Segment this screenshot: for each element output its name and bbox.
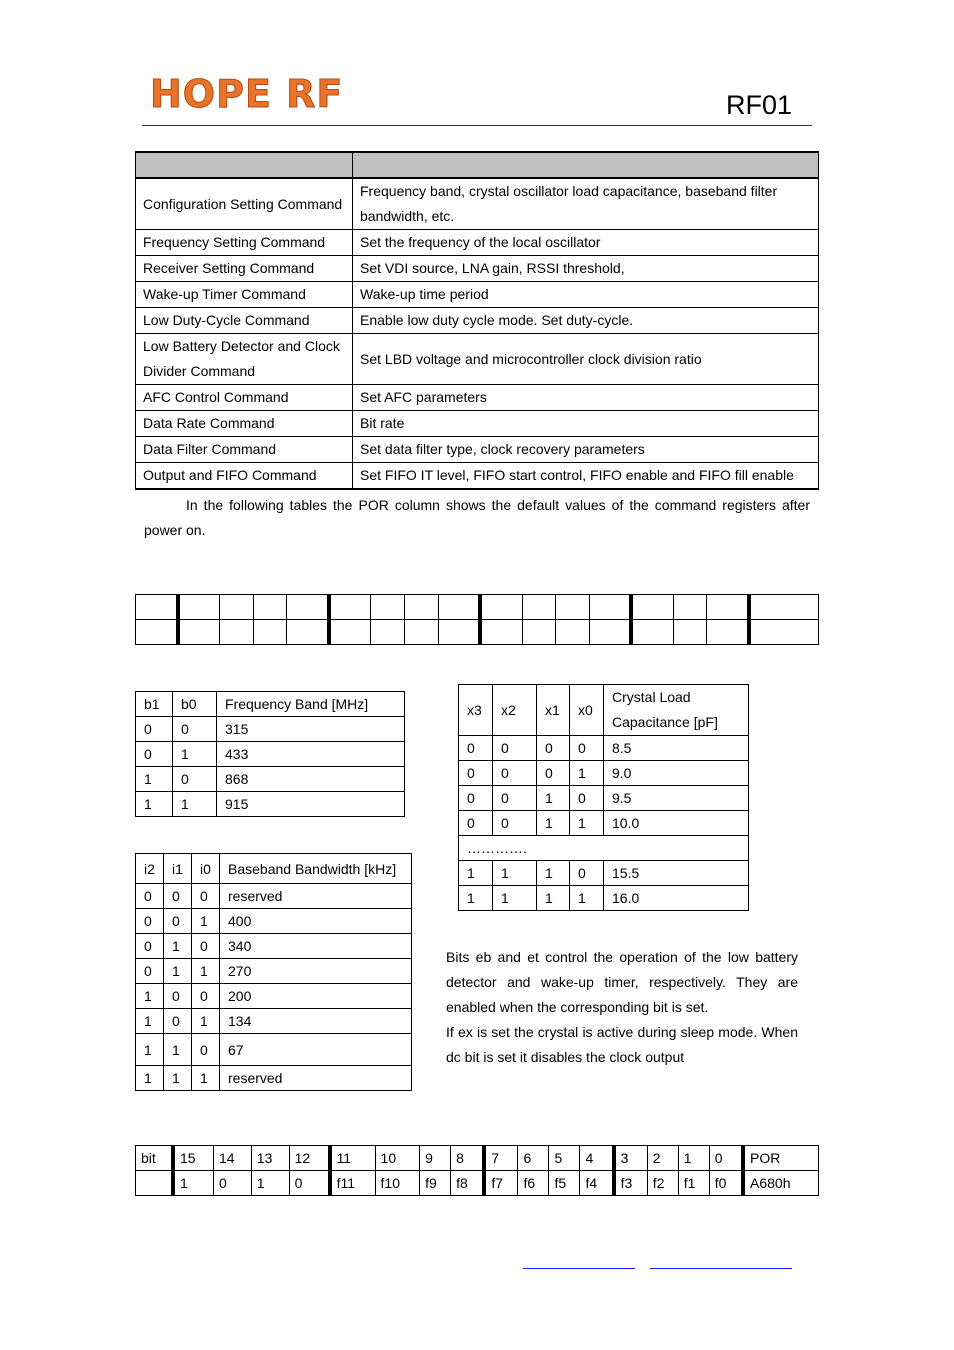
- table-header-row: i2 i1 i0 Baseband Bandwidth [kHz]: [136, 854, 412, 884]
- header-cell: b1: [136, 692, 173, 717]
- bit-cell: [371, 620, 405, 645]
- bit-cell: 0: [709, 1146, 743, 1171]
- command-name: Low Battery Detector and Clock Divider Command: [136, 334, 353, 385]
- table-row: 0 0 0 0 8.5: [459, 736, 749, 761]
- bit-cell: [253, 620, 287, 645]
- bit-cell: f1: [678, 1171, 709, 1196]
- header-cell: Frequency Band [MHz]: [217, 692, 405, 717]
- command-description: Frequency band, crystal oscillator load capacitance, baseband filter bandwidth, etc.: [353, 178, 819, 230]
- bit-cell: 5: [549, 1146, 580, 1171]
- bit-cell: [136, 620, 178, 645]
- paragraph: If ex is set the crystal is active during sleep mode. When dc bit is set it disables the clock output: [446, 1024, 798, 1065]
- bit-cell: 8: [451, 1146, 485, 1171]
- bit-cell: 0: [213, 1171, 251, 1196]
- table-header-row: [136, 152, 819, 178]
- header-rule: [142, 125, 812, 126]
- bit-cell: [329, 595, 371, 620]
- bit-cell: f2: [647, 1171, 678, 1196]
- header-cell: x3: [459, 685, 493, 736]
- bit-cell: [371, 595, 405, 620]
- command-description: Set FIFO IT level, FIFO start control, FIFO enable and FIFO fill enable: [353, 463, 819, 490]
- bit-row: [136, 595, 819, 620]
- command-name: Frequency Setting Command: [136, 230, 353, 256]
- bit-cell: [438, 595, 480, 620]
- table-row: [136, 230, 819, 256]
- bit-cell: [287, 620, 329, 645]
- command-name: Receiver Setting Command: [136, 256, 353, 282]
- bit-cell: [438, 620, 480, 645]
- bit-cell: 11: [330, 1146, 375, 1171]
- bit-cell: [220, 595, 254, 620]
- bit-cell: 0: [289, 1171, 329, 1196]
- bit-cell: 9: [420, 1146, 451, 1171]
- command-description: Set LBD voltage and microcontroller clock division ratio: [353, 334, 819, 385]
- bit-cell: 12: [289, 1146, 329, 1171]
- table-row: 1 1 1 0 15.5: [459, 861, 749, 886]
- command-name: Wake-up Timer Command: [136, 282, 353, 308]
- header-cell: x0: [570, 685, 604, 736]
- table-row: [136, 411, 819, 437]
- por-note: In the following tables the POR column shows the default values of the command registers after power on.: [144, 497, 810, 538]
- command-description: Wake-up time period: [353, 282, 819, 308]
- bit-cell: 4: [580, 1146, 614, 1171]
- bit-cell: [631, 620, 673, 645]
- table-row: 0 0 0 1 9.0: [459, 761, 749, 786]
- table-row: [136, 178, 819, 230]
- bit-cell: [329, 620, 371, 645]
- command-description: Bit rate: [353, 411, 819, 437]
- bit-cell: f11: [330, 1171, 375, 1196]
- footer-link-website[interactable]: [523, 1268, 635, 1269]
- bit-cell: 2: [647, 1146, 678, 1171]
- bit-cell: [631, 595, 673, 620]
- bit-cell: [136, 1171, 174, 1196]
- footer-link-email[interactable]: [650, 1268, 792, 1269]
- bit-cell: POR: [743, 1146, 819, 1171]
- bit-cell: f10: [375, 1171, 420, 1196]
- bit-cell: [136, 595, 178, 620]
- bit-cell: [673, 620, 707, 645]
- command-name: Output and FIFO Command: [136, 463, 353, 490]
- table-row: 1 1 1 1 16.0: [459, 886, 749, 911]
- ellipsis-row: ………….: [459, 836, 749, 861]
- bit-cell: f5: [549, 1171, 580, 1196]
- bit-row: [136, 1171, 819, 1196]
- command-description: Set AFC parameters: [353, 385, 819, 411]
- table-row: 0 0 315: [136, 717, 405, 742]
- bit-cell: [589, 595, 631, 620]
- model-name: RF01: [726, 90, 793, 120]
- table-row: 1 1 0 67: [136, 1034, 412, 1066]
- bit-cell: 1: [678, 1146, 709, 1171]
- command-name: Data Filter Command: [136, 437, 353, 463]
- table-row: 0 1 1 270: [136, 959, 412, 984]
- bit-cell: [480, 620, 522, 645]
- bit-cell: f3: [614, 1171, 648, 1196]
- bit-cell: 13: [251, 1146, 289, 1171]
- bit-cell: [480, 595, 522, 620]
- table-header-row: [459, 685, 749, 736]
- brand-logo: HOPE RF: [150, 72, 344, 116]
- table-row: [136, 334, 819, 385]
- command-name: Data Rate Command: [136, 411, 353, 437]
- bit-cell: [673, 595, 707, 620]
- bit-cell: 14: [213, 1146, 251, 1171]
- bit-cell: 3: [614, 1146, 648, 1171]
- command-description: Set VDI source, LNA gain, RSSI threshold,: [353, 256, 819, 282]
- bit-cell: 1: [173, 1171, 213, 1196]
- header-cell: x2: [493, 685, 537, 736]
- bit-cell: [404, 620, 438, 645]
- table-row: 0 1 0 340: [136, 934, 412, 959]
- paragraph: Bits eb and et control the operation of the low battery detector and wake-up timer, respectively. They are enabled when the corresponding bit is set.: [446, 949, 798, 1015]
- table-row: [136, 256, 819, 282]
- command-name: Configuration Setting Command: [136, 178, 353, 230]
- header-cell: Crystal Load Capacitance [pF]: [604, 685, 749, 736]
- bit-cell: A680h: [743, 1171, 819, 1196]
- table-row: [136, 437, 819, 463]
- command-table: [135, 151, 819, 490]
- frequency-bit-table: [135, 1145, 819, 1196]
- table-row: [136, 463, 819, 490]
- bit-cell: f9: [420, 1171, 451, 1196]
- bit-cell: 10: [375, 1146, 420, 1171]
- bit-cell: [178, 620, 220, 645]
- bit-cell: 6: [518, 1146, 549, 1171]
- command-description: Set data filter type, clock recovery parameters: [353, 437, 819, 463]
- table-row: [136, 282, 819, 308]
- table-row: 1 0 1 134: [136, 1009, 412, 1034]
- bit-cell: bit: [136, 1146, 174, 1171]
- bit-cell: [522, 620, 556, 645]
- table-row: [136, 308, 819, 334]
- table-row: 1 0 868: [136, 767, 405, 792]
- header-cell: [136, 152, 353, 178]
- bit-cell: 15: [173, 1146, 213, 1171]
- bit-cell: [178, 595, 220, 620]
- table-row: 0 0 1 400: [136, 909, 412, 934]
- bit-cell: f0: [709, 1171, 743, 1196]
- bit-cell: f7: [484, 1171, 518, 1196]
- bit-cell: f4: [580, 1171, 614, 1196]
- header-cell: [353, 152, 819, 178]
- bit-cell: 7: [484, 1146, 518, 1171]
- bit-row: [136, 1146, 819, 1171]
- config-bit-table: [135, 594, 819, 645]
- command-description: Set the frequency of the local oscillator: [353, 230, 819, 256]
- bit-row: [136, 620, 819, 645]
- bit-cell: [749, 595, 819, 620]
- bit-cell: [220, 620, 254, 645]
- command-description: Enable low duty cycle mode. Set duty-cycle.: [353, 308, 819, 334]
- frequency-band-table: [135, 691, 405, 817]
- command-name: AFC Control Command: [136, 385, 353, 411]
- bit-cell: [556, 620, 590, 645]
- command-name: Low Duty-Cycle Command: [136, 308, 353, 334]
- table-row: 0 1 433: [136, 742, 405, 767]
- table-header-row: [136, 692, 405, 717]
- bit-cell: [522, 595, 556, 620]
- header-cell: x1: [537, 685, 570, 736]
- bit-description: [446, 945, 798, 1070]
- bit-cell: [589, 620, 631, 645]
- bit-cell: f6: [518, 1171, 549, 1196]
- table-row: 0 0 0 reserved: [136, 884, 412, 909]
- bit-cell: [707, 620, 749, 645]
- header-cell: b0: [173, 692, 217, 717]
- bit-cell: 1: [251, 1171, 289, 1196]
- bit-cell: [287, 595, 329, 620]
- table-row: [136, 385, 819, 411]
- table-row: 0 0 1 1 10.0: [459, 811, 749, 836]
- crystal-load-table: [458, 684, 749, 911]
- bit-cell: [253, 595, 287, 620]
- table-row: 1 1 1 reserved: [136, 1066, 412, 1091]
- bit-cell: f8: [451, 1171, 485, 1196]
- bit-cell: [404, 595, 438, 620]
- bit-cell: [749, 620, 819, 645]
- baseband-bandwidth-table: [135, 853, 412, 1091]
- table-row: 1 0 0 200: [136, 984, 412, 1009]
- bit-cell: [707, 595, 749, 620]
- table-row: 0 0 1 0 9.5: [459, 786, 749, 811]
- table-row: 1 1 915: [136, 792, 405, 817]
- bit-cell: [556, 595, 590, 620]
